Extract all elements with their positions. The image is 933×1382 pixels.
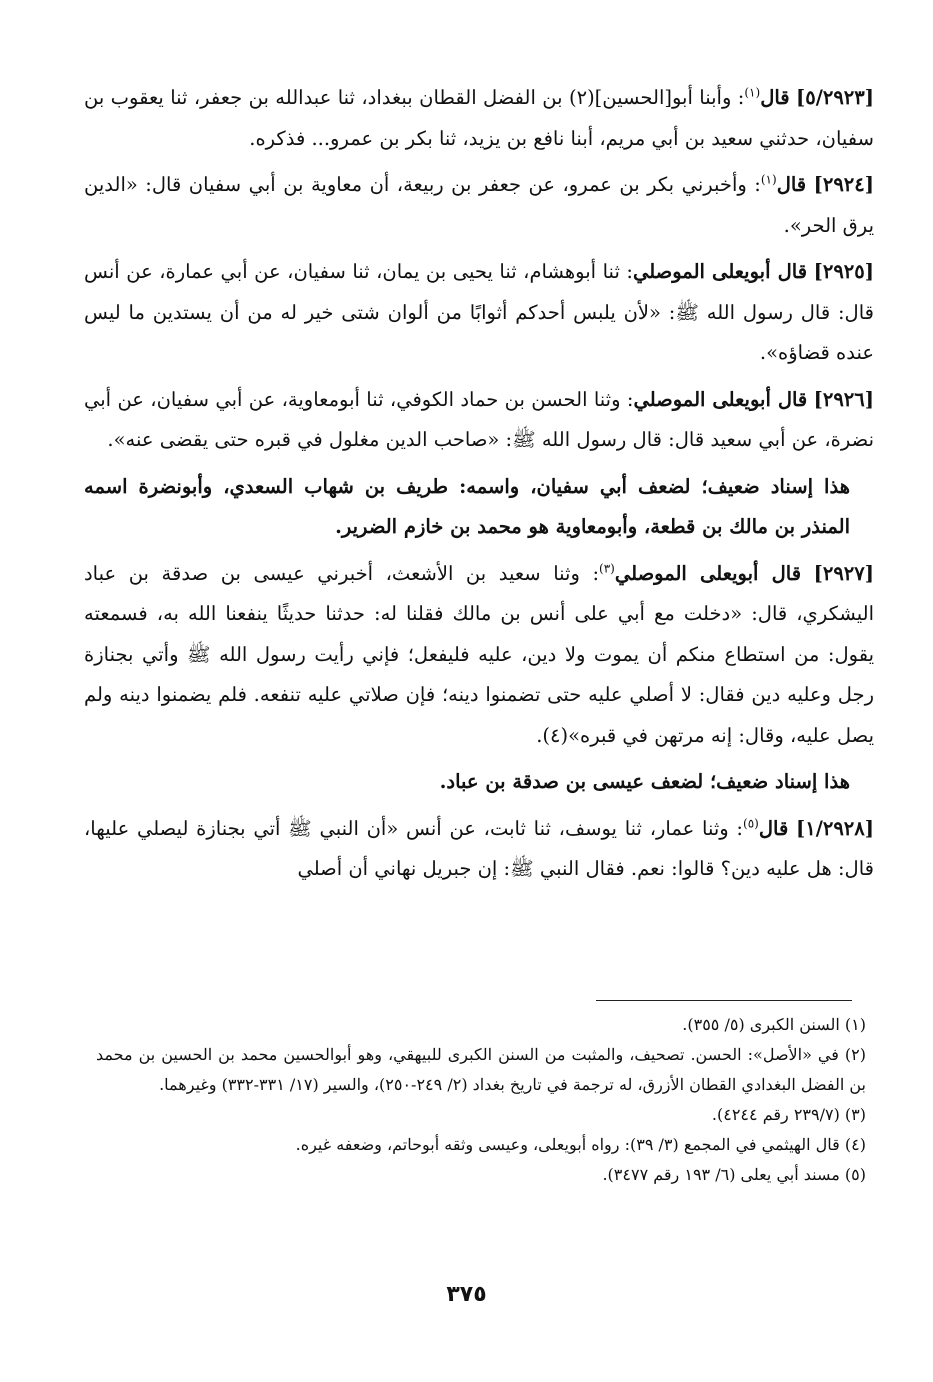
main-text (84, 78, 874, 896)
footnote-ref: (٥) (743, 816, 759, 830)
narrator-lead: قال (776, 173, 807, 196)
narrator-lead: قال (760, 86, 790, 109)
hadith-text: : وأخبرني بكر بن عمرو، عن جعفر بن ربيعة، أن معاوية بن أبي سفيان قال: «الدين يرق الحر». (84, 173, 874, 237)
isnad-comment: هذا إسناد ضعيف؛ لضعف عيسى بن صدقة بن عباد. (439, 770, 850, 793)
hadith-paragraph (84, 554, 874, 757)
footnote-ref: (٣) (599, 561, 615, 575)
footnotes (96, 1010, 866, 1190)
narrator-lead: قال أبويعلى الموصلي (614, 561, 802, 585)
footnote: (٤) قال الهيثمي في المجمع (٣/ ٣٩): رواه أبويعلى، وعيسى وثقه أبوحاتم، وضعفه غيره. (295, 1135, 866, 1154)
hadith-text: : وثنا سعيد بن الأشعث، أخبرني عيسى بن صدقة بن عباد اليشكري، قال: «دخلت مع أبي على أنس بن مالك فقلنا له: حدثنا حديثًا ينفعنا الله به، فسمعته يقول: من استطاع منكم أن يموت ولا دين، عليه فليفعل؛ فإني رأيت رسول الله ﷺ وأتي بجنازة رجل وعليه دين فقال: لا أصلي عليه حتى تضمنوا دينه؛ فإن صلاتي عليه تنفعه. فلم يضمنوا دينه ولم يصل عليه، وقال: إنه مرتهن في قبره»(٤). (84, 561, 874, 747)
narrator-lead: قال (758, 816, 789, 840)
hadith-paragraph (84, 165, 874, 246)
footnote-ref: (١) (744, 85, 761, 100)
footnote: (٥) مسند أبي يعلى (٦/ ١٩٣ رقم ٣٤٧٧). (602, 1165, 866, 1184)
narrator-lead: قال أبويعلى الموصلي (632, 260, 808, 283)
hadith-number: [٢٩٢٧] (813, 561, 874, 585)
hadith-text: : وثنا عمار، ثنا يوسف، ثنا ثابت، عن أنس «أن النبي ﷺ أتي بجنازة ليصلي عليها، قال: هل عليه دين؟ قالوا: نعم. فقال النبي ﷺ: إن جبريل نهاني أن أصلي (84, 816, 874, 880)
isnad-comment: هذا إسناد ضعيف؛ لضعف أبي سفيان، واسمه: طريف بن شهاب السعدي، وأبونضرة اسمه المنذر بن مالك بن قطعة، وأبومعاوية هو محمد بن خازم الضرير. (84, 474, 850, 538)
footnote: (٣) (٢٣٩/٧ رقم ٤٢٤٤). (711, 1105, 866, 1124)
hadith-text: : وأبنا أبو[الحسين](٢) بن الفضل القطان ببغداد، ثنا عبدالله بن جعفر، ثنا يعقوب بن سفيان، حدثني سعيد بن أبي مريم، أبنا نافع بن يزيد، ثنا بكر بن عمرو... فذكره. (84, 86, 874, 150)
footnote: (٢) في «الأصل»: الحسن. تصحيف، والمثبت من السنن الكبرى للبيهقي، وهو أبوالحسين محمد بن الحسين بن محمد بن الفضل البغدادي القطان الأزرق، له ترجمة في تاريخ بغداد (٢/ ٢٤٩-٢٥٠)، والسير (١٧/ ٣٣١-٣٣٢) وغيرهما. (96, 1045, 866, 1094)
hadith-paragraph (84, 78, 874, 159)
hadith-paragraph (84, 809, 874, 890)
footnote-divider (596, 1000, 852, 1001)
hadith-number: [١/٢٩٢٨] (796, 816, 874, 840)
hadith-number: [٢٩٢٤] (813, 173, 874, 196)
footnote: (١) السنن الكبرى (٥/ ٣٥٥). (682, 1015, 866, 1034)
hadith-number: [٢٩٢٥] (813, 260, 874, 283)
page-number: ٣٧٥ (446, 1282, 487, 1307)
hadith-text: : وثنا الحسن بن حماد الكوفي، ثنا أبومعاوية، عن أبي سفيان، عن أبي نضرة، عن أبي سعيد قال: قال رسول الله ﷺ: «صاحب الدين مغلول في قبره حتى يقضى عنه». (84, 387, 874, 451)
narrator-lead: قال أبويعلى الموصلي (633, 387, 808, 411)
hadith-paragraph (84, 380, 874, 461)
hadith-text: : ثنا أبوهشام، ثنا يحيى بن يمان، ثنا سفيان، عن أبي عمارة، عن أنس قال: قال رسول الله ﷺ: «لأن يلبس أحدكم أثوابًا من ألوان شتى خير له من أن يستدين ما ليس عنده قضاؤه». (84, 260, 874, 364)
hadith-number: [٥/٢٩٢٣] (796, 86, 874, 109)
footnote-ref: (١) (760, 172, 777, 187)
hadith-paragraph (84, 252, 874, 374)
hadith-number: [٢٩٢٦] (813, 387, 874, 411)
